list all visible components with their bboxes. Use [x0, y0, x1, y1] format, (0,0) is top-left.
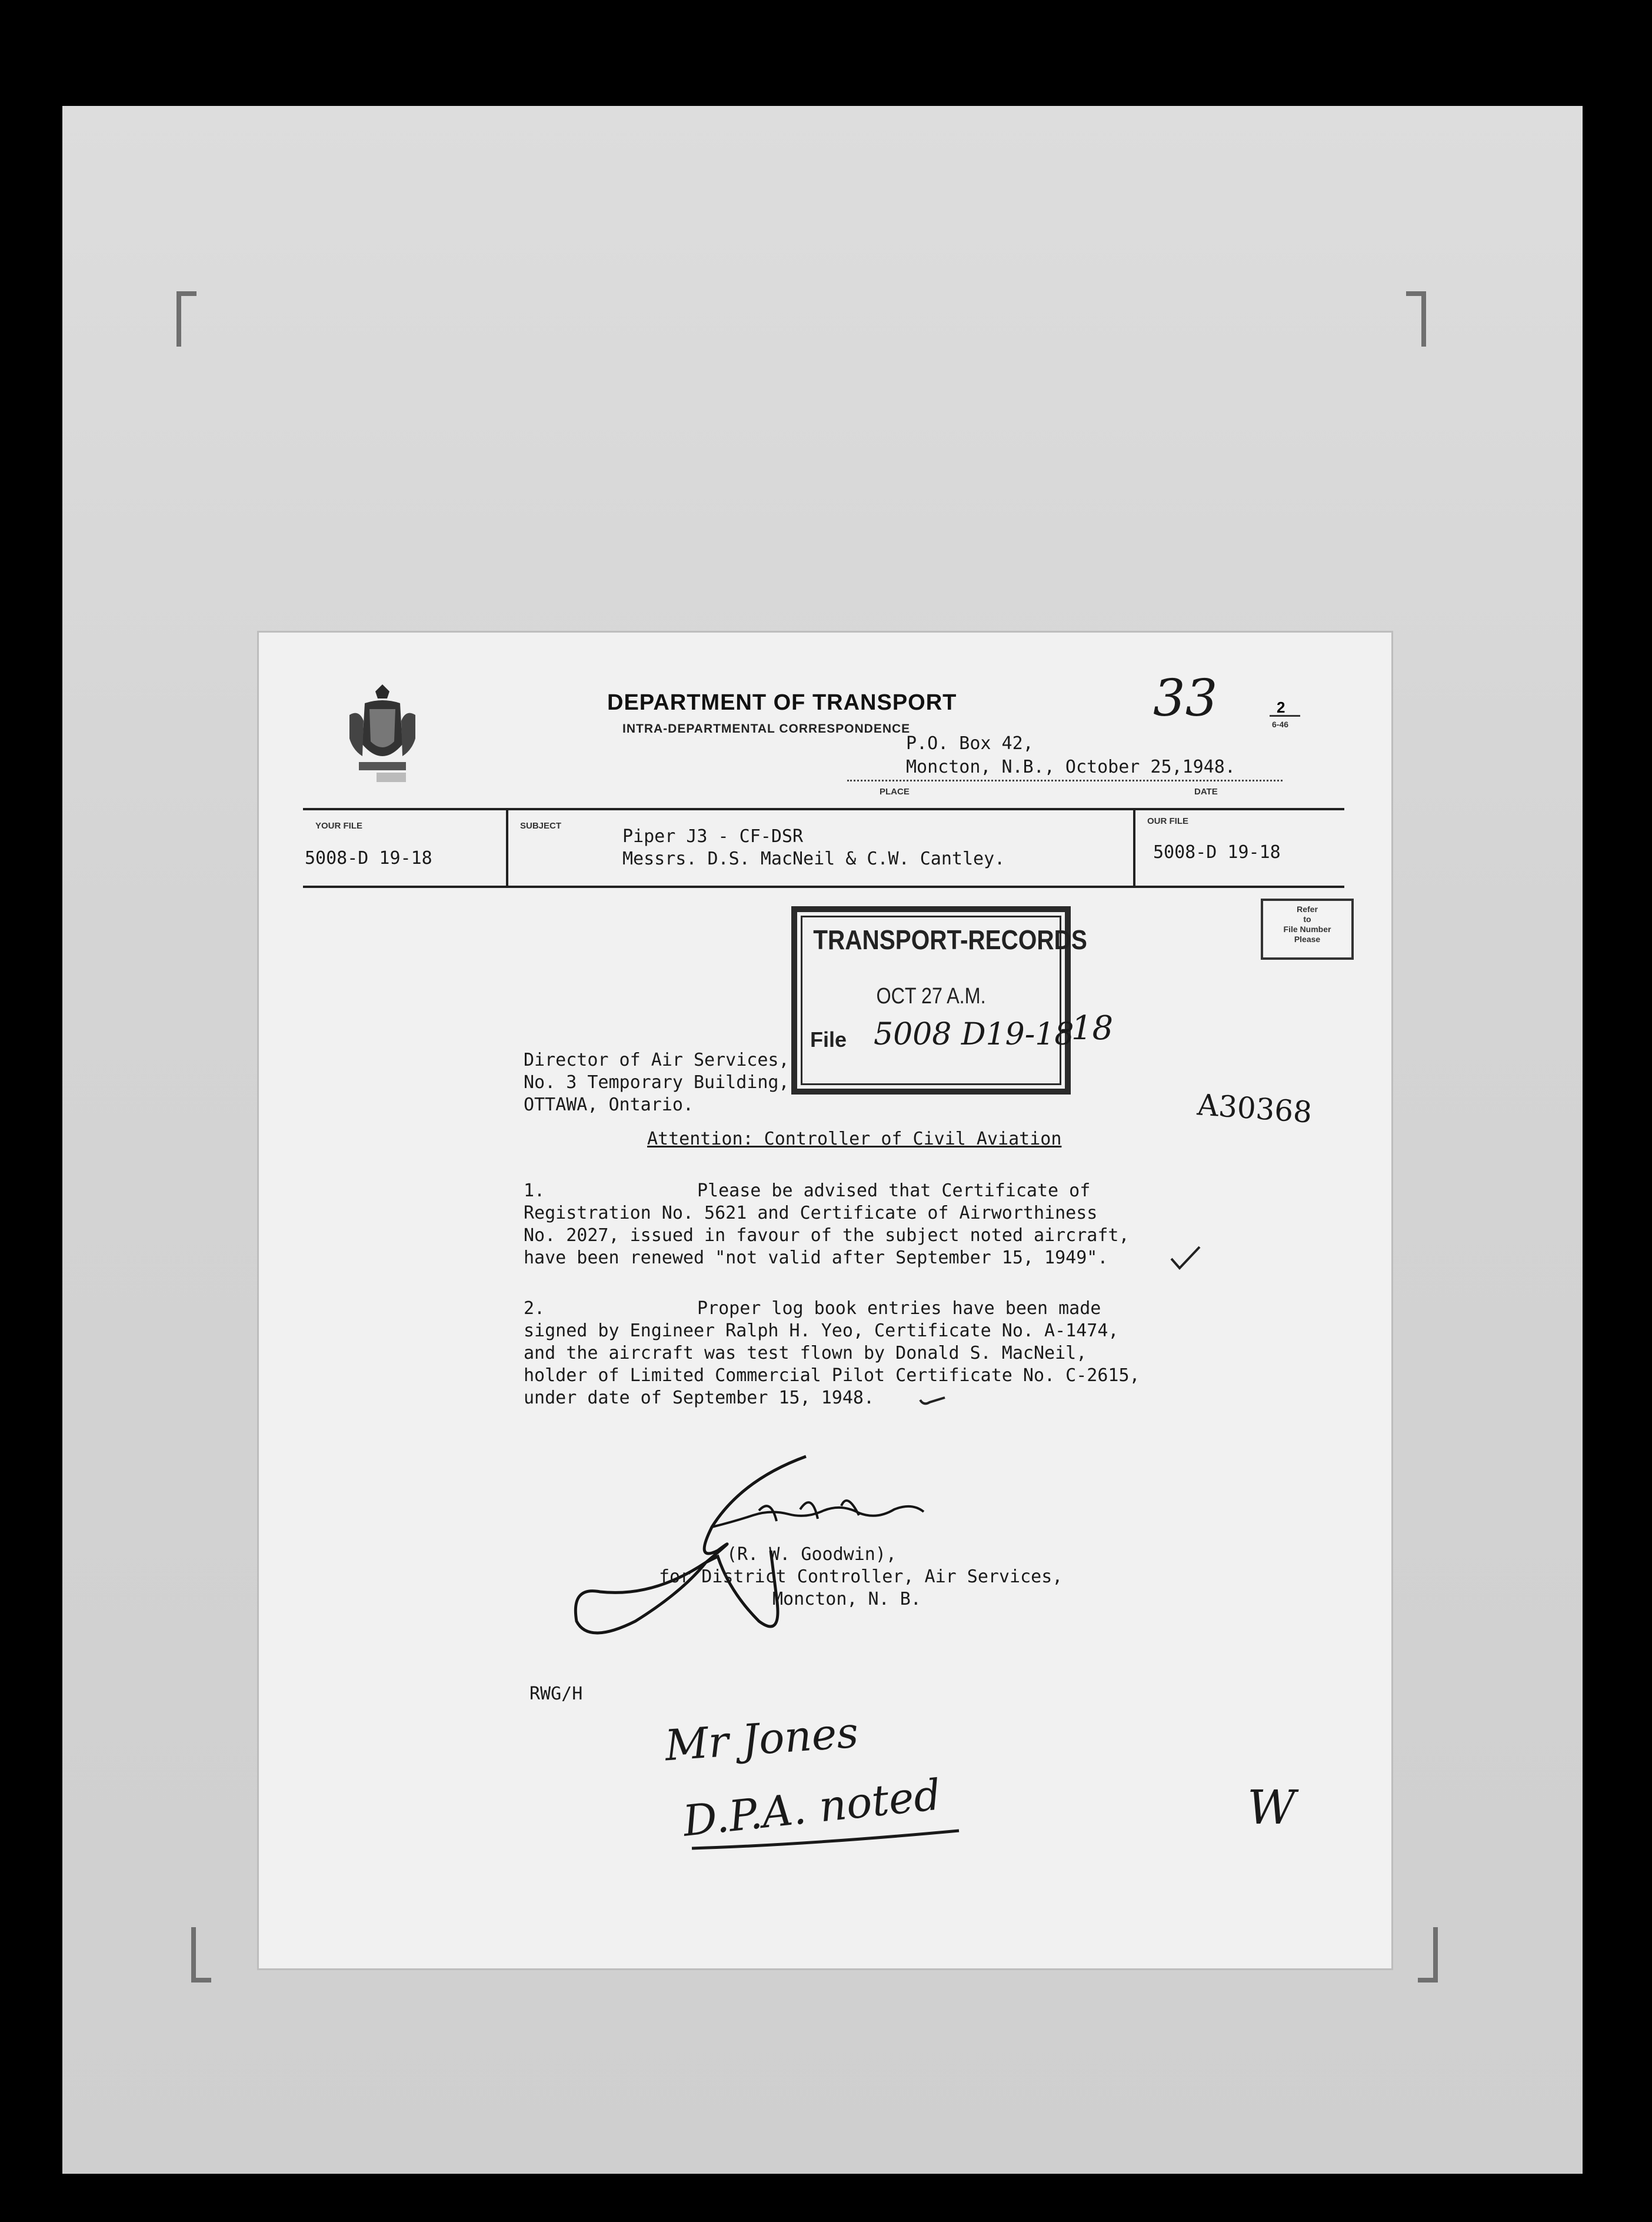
handwritten-note-line-2: D.P.A. noted — [680, 1769, 944, 1846]
handwritten-initials-note: W — [1247, 1780, 1296, 1835]
stamp-file-handwritten: 5008 D19-18 — [874, 1017, 1074, 1052]
attention-line: Attention: Controller of Civil Aviation — [647, 1129, 1062, 1149]
tick-mark-icon — [918, 1392, 947, 1409]
recipient-line-3: OTTAWA, Ontario. — [524, 1095, 694, 1115]
typist-initials: RWG/H — [529, 1684, 583, 1704]
check-mark-icon — [1168, 1243, 1203, 1273]
form-number-divider — [1270, 715, 1300, 717]
paragraph-2-line-1: Proper log book entries have been made — [697, 1298, 1101, 1319]
place-label: PLACE — [880, 787, 910, 797]
subject-line-1: Piper J3 - CF-DSR — [622, 826, 804, 847]
paragraph-1-line-4: have been renewed "not valid after September 15, 1949". — [524, 1248, 1108, 1268]
stamp-date: OCT 27 A.M. — [876, 984, 986, 1009]
transport-records-stamp — [791, 906, 1087, 1095]
paragraph-2-line-5: under date of September 15, 1948. — [524, 1388, 875, 1408]
recipient-line-2: No. 3 Temporary Building, — [524, 1072, 790, 1093]
paragraph-1-line-2: Registration No. 5621 and Certificate of Airworthiness — [524, 1203, 1098, 1223]
file-row-top-rule — [303, 808, 1344, 810]
subject-label: SUBJECT — [520, 821, 562, 831]
refer-to-file-number-box — [1261, 899, 1354, 960]
form-code: 6-46 — [1272, 720, 1289, 729]
handwritten-underline — [688, 1827, 965, 1857]
refer-line-1: Refer — [1297, 904, 1318, 914]
crop-mark-top-right — [1406, 291, 1426, 347]
your-file-number: 5008-D 19-18 — [305, 848, 432, 869]
paragraph-1-line-3: No. 2027, issued in favour of the subject noted aircraft, — [524, 1225, 1130, 1246]
stamp-title: TRANSPORT-RECORDS — [813, 924, 1087, 955]
paragraph-1-line-1: Please be advised that Certificate of — [697, 1180, 1091, 1201]
department-subtitle: INTRA-DEPARTMENTAL CORRESPONDENCE — [622, 722, 911, 736]
stamp-file-label: File — [810, 1027, 847, 1052]
file-row-divider-2 — [1133, 808, 1135, 888]
coat-of-arms-icon — [341, 680, 424, 786]
signatory-name: (R. W. Goodwin), — [727, 1544, 897, 1565]
refer-line-3: File Number — [1283, 924, 1331, 934]
our-file-number: 5008-D 19-18 — [1153, 842, 1281, 863]
file-row-divider-1 — [506, 808, 508, 888]
refer-line-2: to — [1303, 914, 1311, 924]
subject-line-2: Messrs. D.S. MacNeil & C.W. Cantley. — [622, 849, 1005, 869]
department-title: DEPARTMENT OF TRANSPORT — [607, 690, 957, 715]
your-file-label: YOUR FILE — [315, 821, 363, 831]
paragraph-2-line-4: holder of Limited Commercial Pilot Certificate No. C-2615, — [524, 1365, 1140, 1386]
handwritten-folio-number: 33 — [1153, 669, 1218, 728]
letter-page — [259, 633, 1391, 1968]
form-number: 2 — [1277, 698, 1285, 716]
signatory-title: for District Controller, Air Services, — [659, 1566, 1063, 1587]
signatory-place: Moncton, N. B. — [772, 1589, 921, 1609]
place-date-line — [847, 780, 1283, 781]
file-row-bottom-rule — [303, 886, 1344, 888]
address-line-2: Moncton, N.B., October 25,1948. — [906, 757, 1235, 777]
handwritten-note-line-1: Mr Jones — [663, 1707, 860, 1771]
paragraph-2-number: 2. — [524, 1298, 545, 1319]
annotation-number: A30368 — [1196, 1087, 1313, 1130]
recipient-line-1: Director of Air Services, — [524, 1050, 790, 1070]
refer-line-4: Please — [1294, 934, 1321, 944]
crop-mark-bottom-left — [191, 1927, 211, 1982]
paragraph-2-line-3: and the aircraft was test flown by Donald S. MacNeil, — [524, 1343, 1087, 1363]
date-label: DATE — [1194, 787, 1218, 797]
paragraph-2-line-2: signed by Engineer Ralph H. Yeo, Certificate No. A-1474, — [524, 1320, 1119, 1341]
address-line-1: P.O. Box 42, — [906, 733, 1034, 754]
paragraph-1-number: 1. — [524, 1180, 545, 1201]
crop-mark-bottom-right — [1418, 1927, 1438, 1982]
our-file-label: OUR FILE — [1147, 816, 1188, 826]
stamp-file-handwritten-tail: -18 — [1060, 1009, 1114, 1047]
crop-mark-top-left — [176, 291, 196, 347]
